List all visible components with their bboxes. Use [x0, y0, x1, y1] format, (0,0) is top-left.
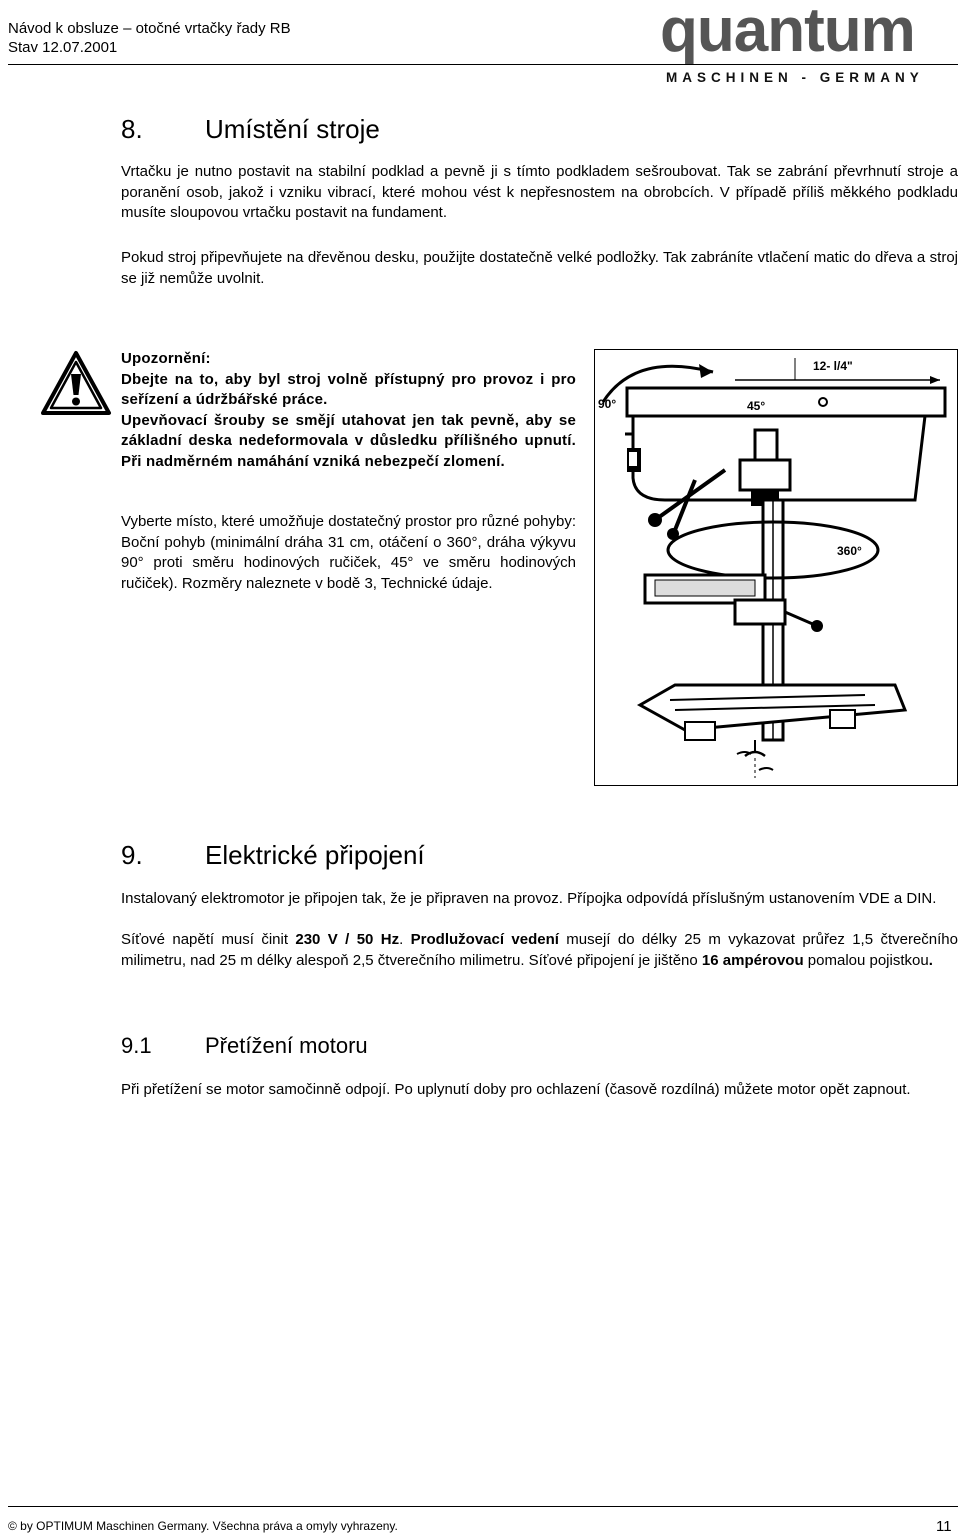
quantum-logo: [660, 0, 956, 85]
drill-press-drawing: [595, 350, 956, 784]
final-period: .: [928, 951, 933, 969]
section-9-paragraph-2: [121, 930, 958, 971]
fuse-rating: 16 ampérovou: [701, 951, 804, 969]
page-number: 11: [936, 1518, 952, 1535]
section-9-heading: [121, 840, 621, 872]
section-8-heading: [121, 114, 621, 146]
section-8-paragraph-1: Vrtačku je nutno postavit na stabilní podklad a pevně ji s tímto podkladem sešroubovat. Tak se zabrání převrhnutí stroje a poranění osob, jakož i vzniku vibrací, které mohou vést k nepřesnostem na obrobcích. V případě příliš měkkého podkladu musíte sloupovou vrtačku postavit na fundament.: [121, 163, 958, 221]
section-9-1-paragraph: Při přetížení se motor samočinně odpojí. Po uplynutí doby pro ochlazení (časově rozdílná) můžete motor opět zapnout.: [121, 1081, 911, 1098]
section-9-1-title: Přetížení motoru: [205, 1033, 368, 1058]
figure-label-360: 360°: [837, 544, 862, 558]
logo-word: quantum: [660, 0, 915, 65]
document-date: Stav 12.07.2001: [8, 39, 118, 56]
cable-cross-section-text: musejí do délky 25 m vykazovat průřez 1,5 čtverečního milimetru, nad 25 m délky alespoň 2,5 čtverečního milimetru. Síťové připojení je jištěno: [121, 931, 958, 969]
drill-press-figure: [594, 349, 958, 786]
warning-text-2: Upevňovací šrouby se smějí utahovat jen tak pevně, aby se základní deska nedeformovala v důsledku přílišného upnutí. Při nadměrném namáhání vzniká nebezpečí zlomení.: [121, 411, 576, 470]
figure-label-90: 90°: [598, 397, 617, 411]
section-8-paragraph-3: Vyberte místo, které umožňuje dostatečný prostor pro různé pohyby: Boční pohyb (minimální dráha 31 cm, otáčení o 360°, dráha výkyvu 90° proti směru hodinových ručiček, 45° ve směru hodinových ručiček). Rozměry naleznete v bodě 3, Technické údaje.: [121, 513, 576, 592]
section-9-title: Elektrické připojení: [205, 840, 425, 870]
extension-cable-term: Prodlužovací vedení: [410, 931, 559, 948]
section-9-1-heading: [121, 1033, 621, 1061]
section-9-paragraph-1: Instalovaný elektromotor je připojen tak, že je připraven na provoz. Přípojka odpovídá příslušným ustanovením VDE a DIN.: [121, 890, 937, 907]
voltage-value: 230 V / 50 Hz: [295, 931, 400, 948]
figure-label-width: 12- l/4": [813, 359, 853, 373]
warning-label: Upozornění:: [121, 350, 211, 367]
section-9-1-number: 9.1: [121, 1033, 152, 1058]
footer-divider: [8, 1506, 958, 1507]
section-8-paragraph-2: Pokud stroj připevňujete na dřevěnou desku, použijte dostatečně velké podložky. Tak zabráníte vtlačení matic do dřeva a stroj se již nemůže uvolnit.: [121, 249, 958, 287]
voltage-text: Síťové napětí musí činit: [121, 931, 296, 948]
section-9-number: 9.: [121, 840, 143, 870]
sentence-separator: .: [399, 931, 411, 948]
warning-block: [121, 349, 576, 472]
document-title: Návod k obsluze – otočné vrtačky řady RB: [8, 20, 291, 37]
warning-triangle-icon: [40, 350, 112, 416]
figure-label-45: 45°: [747, 399, 766, 413]
footer-copyright: © by OPTIMUM Maschinen Germany. Všechna práva a omyly vyhrazeny.: [8, 1519, 398, 1533]
warning-text-1: Dbejte na to, aby byl stroj volně přístupný pro provoz i pro seřízení a údržbářské práce.: [121, 370, 576, 408]
section-8-number: 8.: [121, 114, 143, 144]
fuse-text: pomalou pojistkou: [803, 951, 929, 969]
logo-subtitle: MASCHINEN - GERMANY: [666, 70, 924, 85]
section-8-title: Umístění stroje: [205, 114, 380, 144]
